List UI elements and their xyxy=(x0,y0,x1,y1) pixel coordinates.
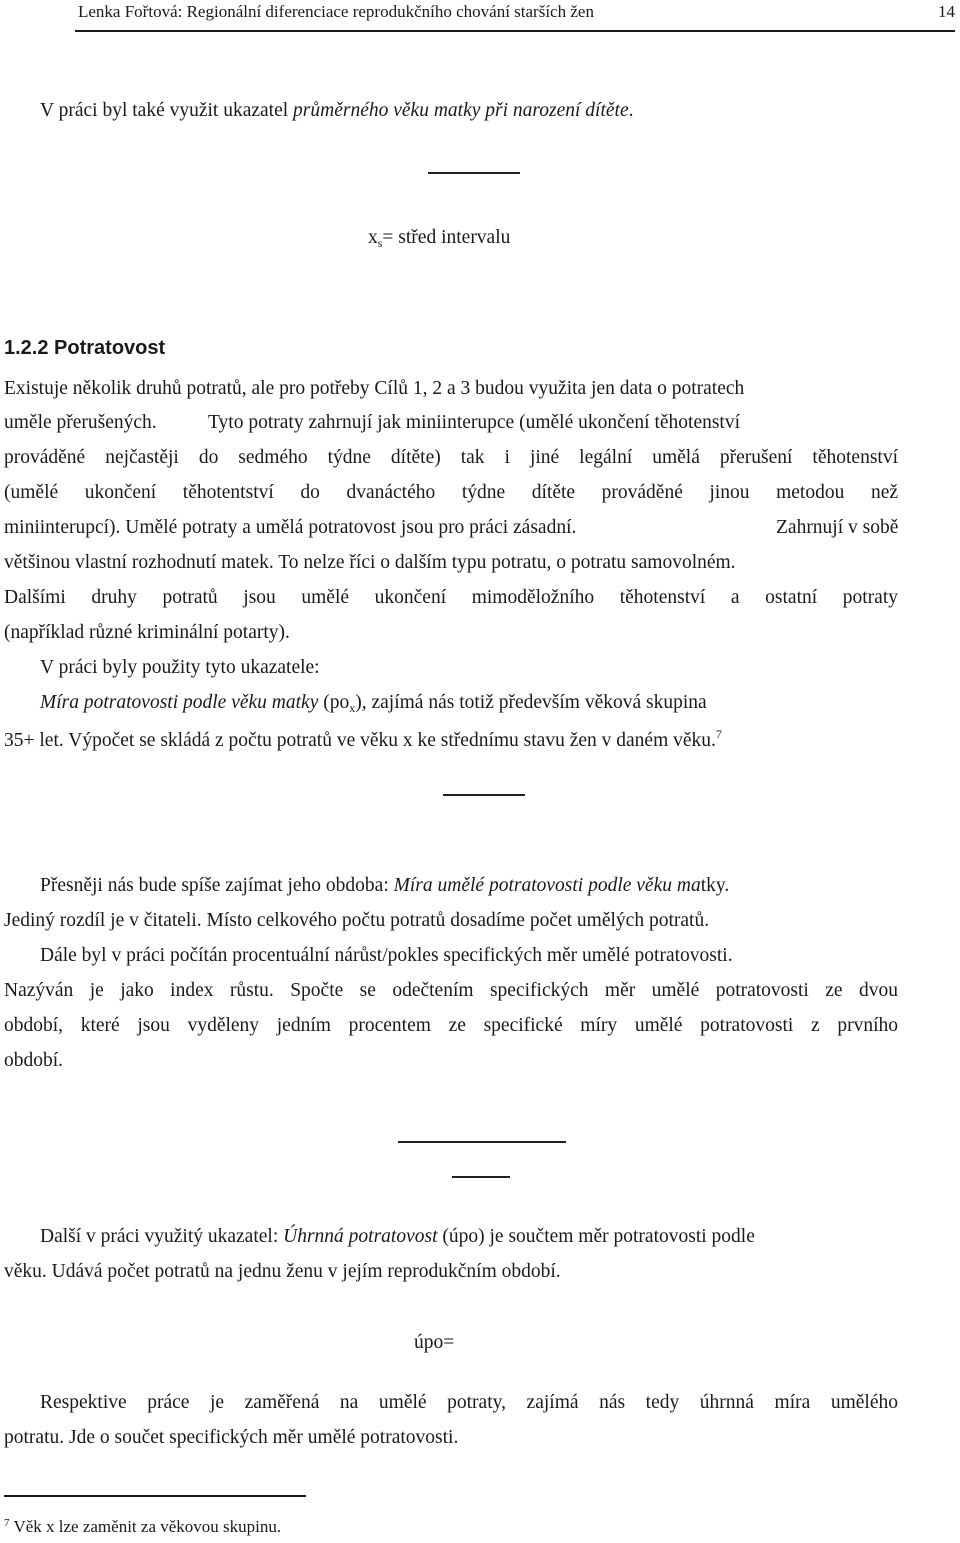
header-rule xyxy=(75,30,955,32)
p2-line-2: Míra potratovosti podle věku matky $(po_x)$, zajímá nás totiž především věková skupina xyxy=(40,692,707,715)
p6-line-1: Respektive práce je zaměřená na umělé potraty, zajímá nás tedy úhrnná míra umělého xyxy=(40,1392,898,1413)
intro-paragraph: V práci byl také využit ukazatel průměrného věku matky při narození dítěte. xyxy=(40,100,634,121)
p6-line-2: potratu. Jde o součet specifických měr umělé potratovosti. xyxy=(4,1427,459,1448)
p5-line-2: věku. Udává počet potratů na jednu ženu v jejím reprodukčním období. xyxy=(4,1261,561,1282)
running-header-title: Lenka Fořtová: Regionální diferenciace reprodukčního chování starších žen xyxy=(78,2,594,21)
p4-line-1: Dále byl v práci počítán procentuální nárůst/pokles specifických měr umělé potratovosti. xyxy=(40,945,733,966)
p4-line-2: Nazýván je jako index růstu. Spočte se odečtením specifických měr umělé potratovosti ze dvou xyxy=(4,980,898,1001)
p1-line-3: prováděné nejčastěji do sedmého týdne dítěte) tak i jiné legální umělá přerušení těhotenství xyxy=(4,447,898,468)
p3-line-1: Přesněji nás bude spíše zajímat jeho obdoba: Míra umělé potratovosti podle věku matky. xyxy=(40,875,730,896)
p1-line-7: Dalšími druhy potratů jsou umělé ukončení mimoděložního těhotenství a ostatní potraty xyxy=(4,587,898,608)
xs-definition: $x_s=$ střed intervalu xyxy=(368,227,511,250)
p1-line-5: miniinterupcí). Umělé potraty a umělá potratovost jsou pro práci zásadní. Zahrnují v sobě xyxy=(4,517,899,538)
formula-fraction-bar-3 xyxy=(398,1141,566,1143)
upo-formula: úpo= xyxy=(414,1332,455,1353)
footnote-rule xyxy=(4,1495,306,1497)
footnote-marker: 7 xyxy=(4,1517,10,1529)
p4-line-4: období. xyxy=(4,1050,64,1071)
footnote-ref[interactable]: 7 xyxy=(715,727,722,741)
formula-fraction-bar xyxy=(428,172,520,174)
p1-line-1: Existuje několik druhů potratů, ale pro potřeby Cílů 1, 2 a 3 budou využita jen data o potratech xyxy=(4,378,745,399)
p2-line-3: 35+ let. Výpočet se skládá z počtu potratů ve věku x ke střednímu stavu žen v daném věku.$^7$ xyxy=(4,727,722,751)
p5-line-1: Další v práci využitý ukazatel: Úhrnná potratovost (úpo) je součtem měr potratovosti podle xyxy=(40,1226,755,1247)
p1-line-6: většinou vlastní rozhodnutí matek. To nelze říci o dalším typu potratu, o potratu samovolném. xyxy=(4,552,736,573)
footnote: $^7$ Věk x lze zaměnit za věkovou skupinu. xyxy=(4,1517,282,1536)
page-number: 14 xyxy=(938,2,955,21)
p3-line-2: Jediný rozdíl je v čitateli. Místo celkového počtu potratů dosadíme počet umělých potratů. xyxy=(4,910,710,931)
section-heading: 1.2.2 Potratovost xyxy=(4,337,166,359)
p2-line-1: V práci byly použity tyto ukazatele: xyxy=(40,657,320,678)
p1-line-4: (umělé ukončení těhotentství do dvanáctého týdne dítěte prováděné jinou metodou než xyxy=(4,482,898,503)
p1-line-2: uměle přerušených. Tyto potraty zahrnují jak miniinterupce (umělé ukončení těhotenství xyxy=(4,412,741,433)
formula-fraction-bar-4 xyxy=(452,1176,510,1178)
p4-line-3: období, které jsou vyděleny jedním procentem ze specifické míry umělé potratovosti z prvního xyxy=(4,1015,898,1036)
p1-line-8: (například různé kriminální potarty). xyxy=(4,622,290,643)
formula-fraction-bar-2 xyxy=(443,794,525,796)
